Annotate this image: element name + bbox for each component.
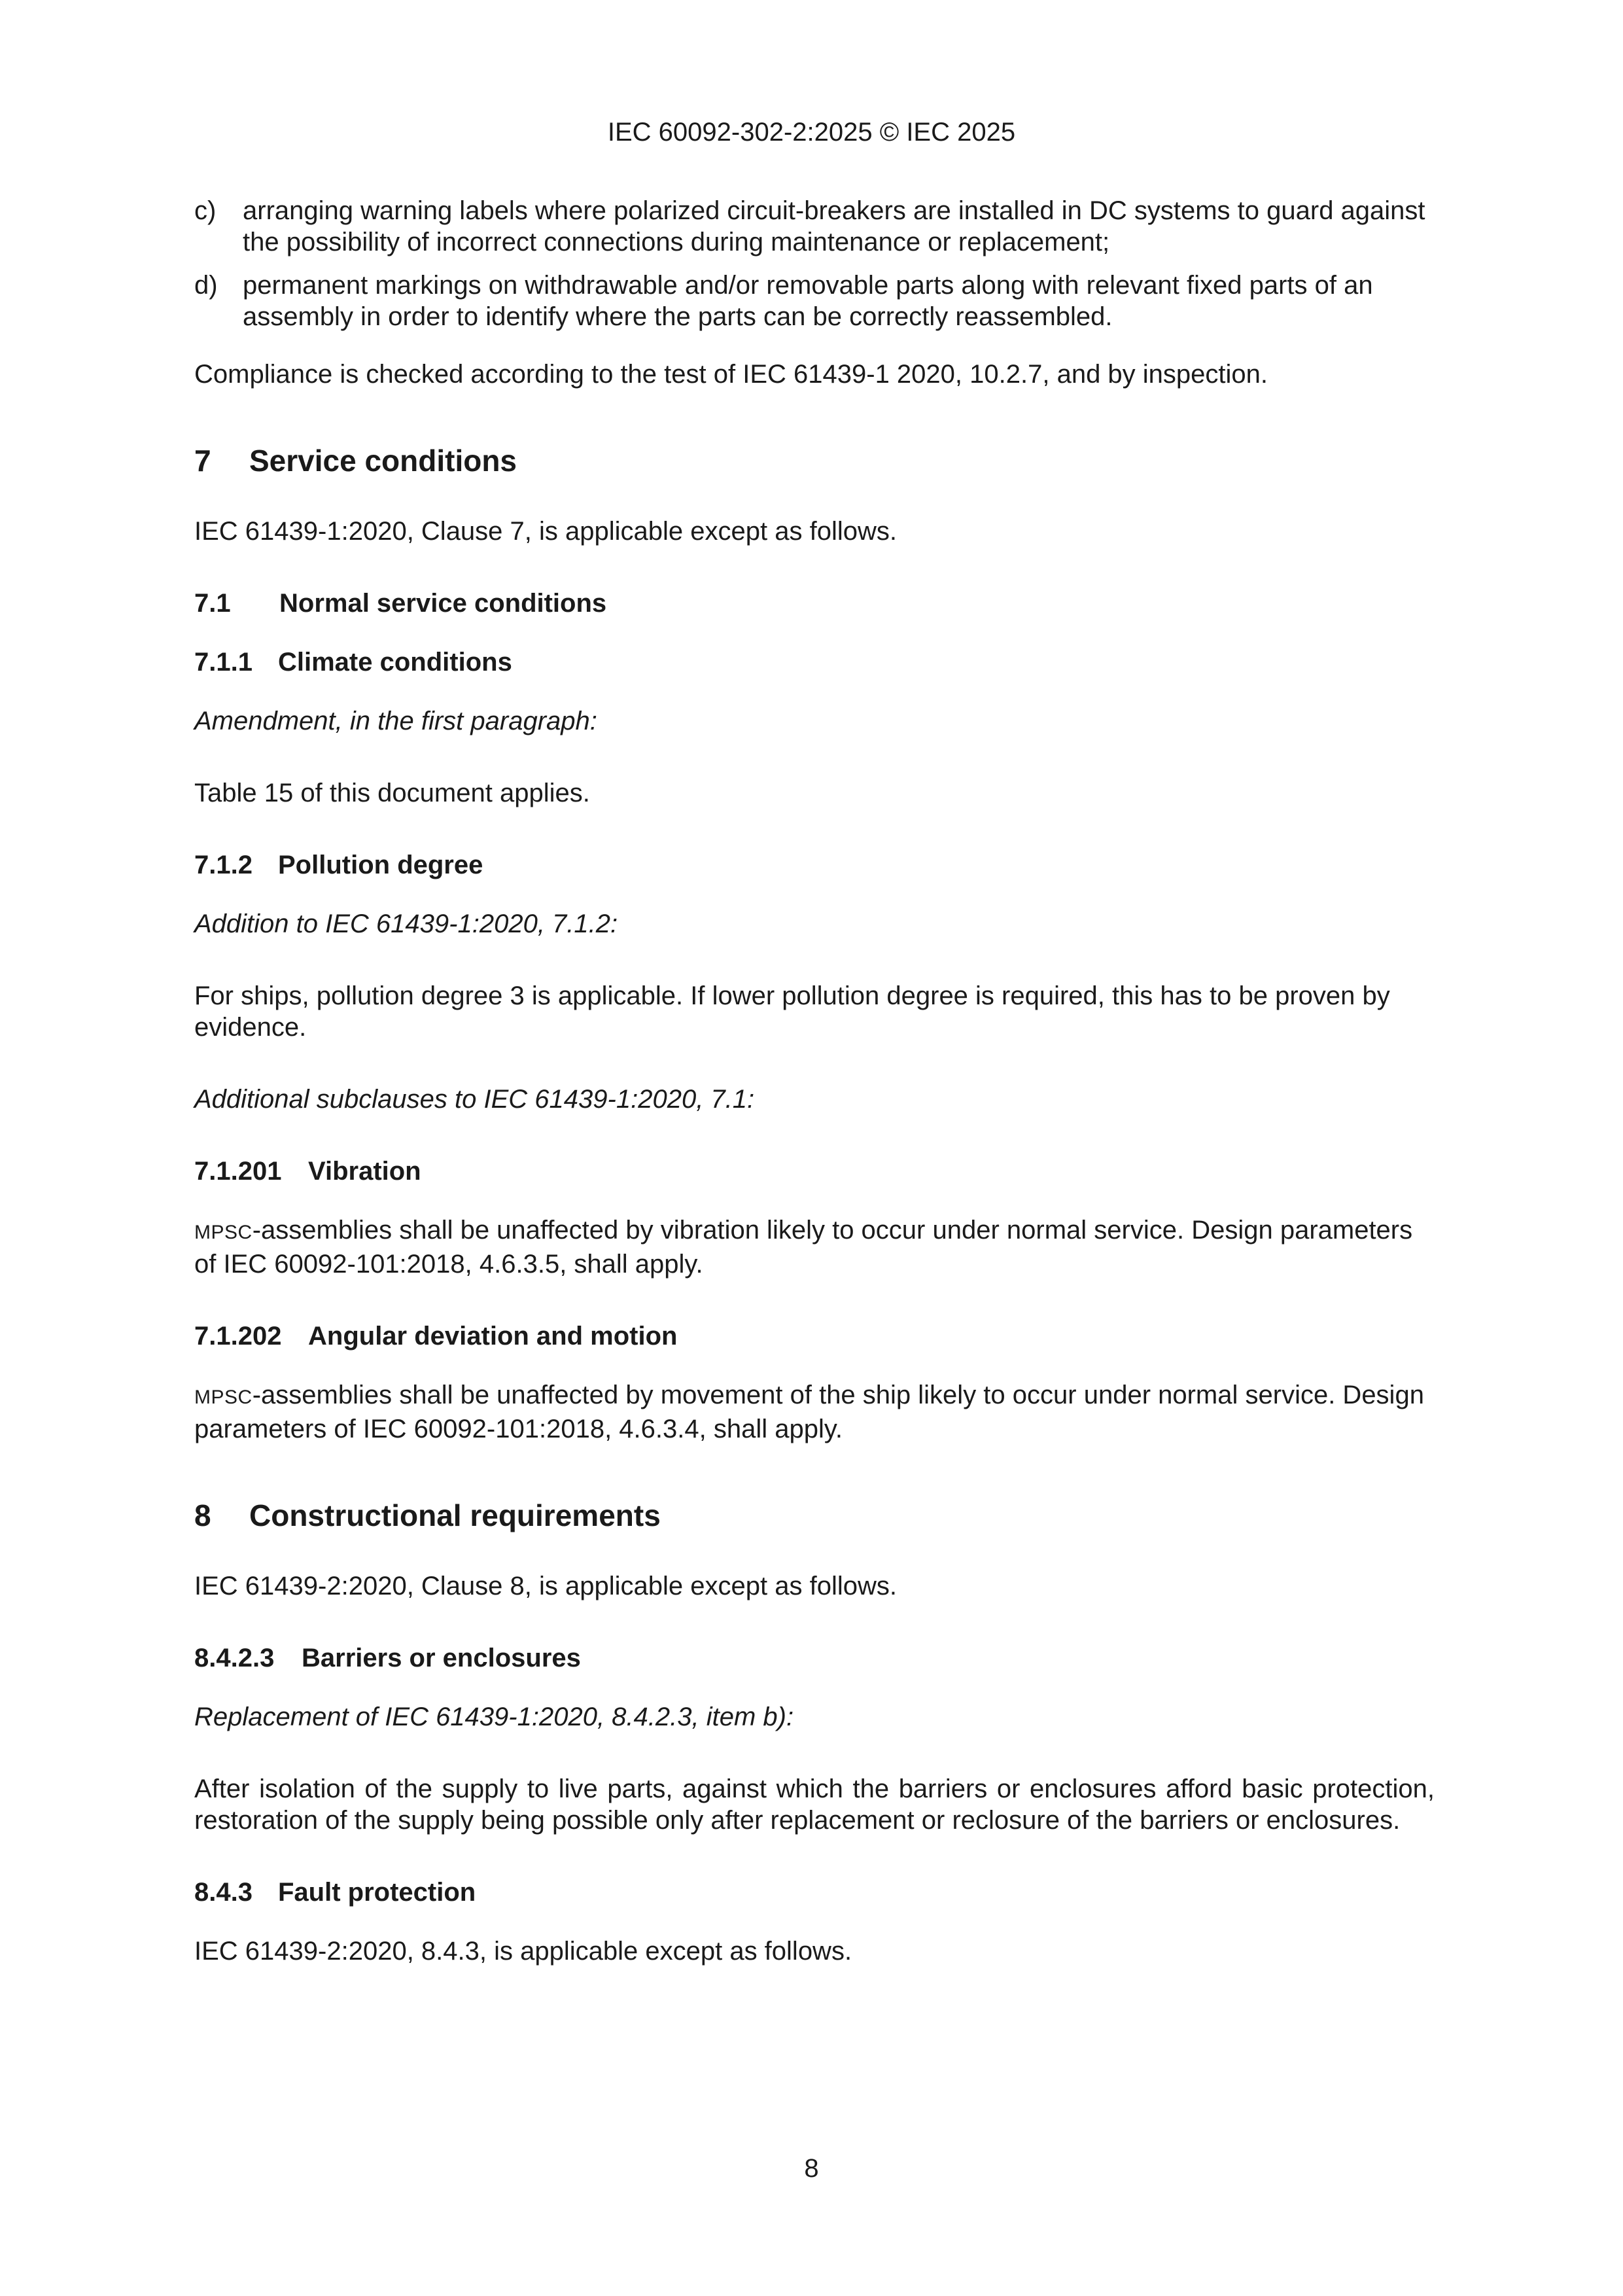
- subsection-number: 7.1.201: [194, 1157, 282, 1186]
- section-7-intro: IEC 61439-1:2020, Clause 7, is applicable except as follows.: [194, 517, 897, 546]
- subsection-number: 8.4.3: [194, 1878, 253, 1907]
- subsection-8-4-2-3-heading: [194, 1642, 1435, 1674]
- paragraph-body: -assemblies shall be unaffected by vibration likely to occur under normal service. Design parameters of IEC 60092-101:2018, 4.6.3.5, shall apply.: [194, 1216, 1413, 1279]
- section-7-heading: [194, 442, 1435, 479]
- section-number: 8: [194, 1498, 211, 1532]
- term-abbreviation: MPSC: [194, 1386, 253, 1408]
- subsection-7-1-2-heading: [194, 849, 1435, 881]
- paragraph-text: IEC 61439-2:2020, 8.4.3, is applicable except as follows.: [194, 1937, 852, 1966]
- paragraph-text: After isolation of the supply to live parts, against which the barriers or enclosures afford basic protection, restoration of the supply being possible only after replacement or reclosure of the barriers or enclosures.: [194, 1775, 1435, 1835]
- subsection-number: 7.1.1: [194, 648, 253, 677]
- section-8-intro: IEC 61439-2:2020, Clause 8, is applicable except as follows.: [194, 1572, 897, 1600]
- subsection-title: Vibration: [308, 1157, 421, 1186]
- list-marker: d): [194, 271, 218, 300]
- subsection-title: Angular deviation and motion: [308, 1322, 678, 1351]
- subsection-title: Fault protection: [278, 1878, 476, 1907]
- subsection-title: Pollution degree: [278, 851, 483, 879]
- subsection-7-1-heading: [194, 588, 1435, 619]
- section-number: 7: [194, 444, 211, 478]
- subsection-number: 7.1.202: [194, 1322, 282, 1351]
- paragraph-body: -assemblies shall be unaffected by movement of the ship likely to occur under normal service. Design parameters of IEC 60092-101:2018, 4.6.3.4, shall apply.: [194, 1381, 1424, 1443]
- section-title: Service conditions: [249, 444, 517, 478]
- paragraph-text: For ships, pollution degree 3 is applicable. If lower pollution degree is required, this has to be proven by evidence.: [194, 981, 1390, 1042]
- addition-note: Addition to IEC 61439-1:2020, 7.1.2:: [194, 910, 618, 938]
- list-item-d: [194, 270, 1435, 332]
- term-abbreviation: MPSC: [194, 1222, 253, 1243]
- page-content: [194, 195, 1435, 1967]
- compliance-text: Compliance is checked according to the test of IEC 61439-1 2020, 10.2.7, and by inspection.: [194, 360, 1268, 389]
- subsection-title: Climate conditions: [278, 648, 512, 677]
- subsection-title: Barriers or enclosures: [302, 1644, 581, 1672]
- subsection-number: 8.4.2.3: [194, 1644, 275, 1672]
- list-marker: c): [194, 196, 217, 225]
- section-title: Constructional requirements: [249, 1498, 661, 1532]
- section-8-heading: [194, 1497, 1435, 1534]
- subsection-7-1-201-heading: [194, 1156, 1435, 1187]
- subsection-7-1-1-heading: [194, 646, 1435, 678]
- replacement-note: Replacement of IEC 61439-1:2020, 8.4.2.3, item b):: [194, 1703, 794, 1731]
- page-header: IEC 60092-302-2:2025 © IEC 2025: [607, 118, 1016, 147]
- list-text: permanent markings on withdrawable and/or removable parts along with relevant fixed parts of an assembly in order to identify where the parts can be correctly reassembled.: [243, 271, 1373, 331]
- list-text: arranging warning labels where polarized circuit-breakers are installed in DC systems to guard against the possibility of incorrect connections during maintenance or replacement;: [243, 196, 1425, 256]
- paragraph-text: [194, 1379, 1435, 1445]
- paragraph-text: Table 15 of this document applies.: [194, 779, 590, 807]
- paragraph-text: [194, 1214, 1435, 1280]
- page-number: 8: [804, 2154, 819, 2183]
- subsection-number: 7.1.2: [194, 851, 253, 879]
- subsection-number: 7.1: [194, 589, 231, 618]
- list-item-c: [194, 195, 1435, 258]
- subsection-8-4-3-heading: [194, 1877, 1435, 1908]
- subsection-title: Normal service conditions: [279, 589, 607, 618]
- amendment-note: Amendment, in the first paragraph:: [194, 707, 597, 735]
- additional-subclauses-note: Additional subclauses to IEC 61439-1:2020, 7.1:: [194, 1085, 755, 1114]
- subsection-7-1-202-heading: [194, 1320, 1435, 1352]
